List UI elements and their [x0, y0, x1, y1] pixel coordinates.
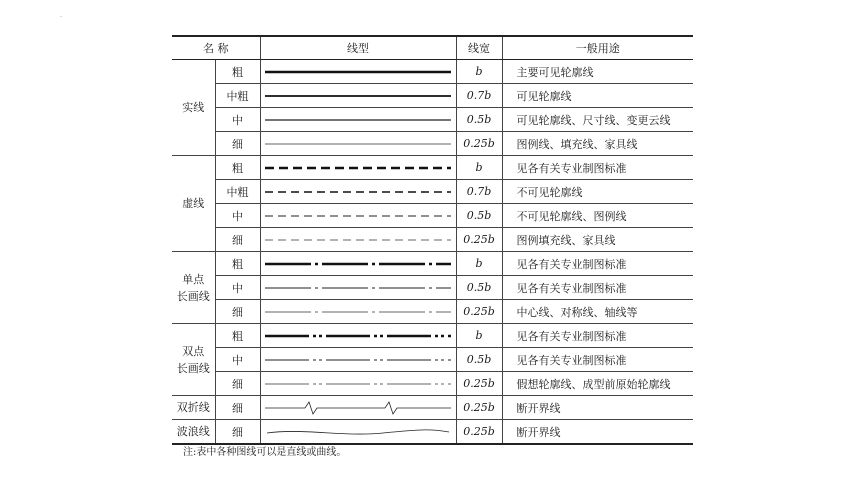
- dash-double-dot-thick-line: [260, 324, 456, 348]
- width-cell: 0.7b: [456, 180, 502, 204]
- table-row: [172, 108, 693, 132]
- wavy-line: [260, 420, 456, 445]
- use-cell: 见各有关专业制图标准: [502, 252, 693, 276]
- weight-cell: 粗: [215, 156, 260, 180]
- use-cell: 断开界线: [502, 396, 693, 420]
- category-cell: [172, 324, 215, 396]
- corner-mark: .: [60, 12, 62, 19]
- table-row: [172, 276, 693, 300]
- solid-thin-line: [260, 132, 456, 156]
- weight-cell: 细: [215, 132, 260, 156]
- use-cell: 见各有关专业制图标准: [502, 156, 693, 180]
- line-type-table: [172, 35, 693, 445]
- use-cell: 不可见轮廓线: [502, 180, 693, 204]
- dashed-thick-line: [260, 156, 456, 180]
- weight-cell: 中粗: [215, 84, 260, 108]
- weight-cell: 中: [215, 204, 260, 228]
- table-row: [172, 132, 693, 156]
- weight-cell: 粗: [215, 324, 260, 348]
- width-cell: 0.25b: [456, 300, 502, 324]
- use-cell: 图例线、填充线、家具线: [502, 132, 693, 156]
- solid-medium-line: [260, 108, 456, 132]
- header-name: 名 称: [172, 36, 260, 60]
- weight-cell: 中: [215, 276, 260, 300]
- width-cell: 0.25b: [456, 372, 502, 396]
- category-line: 双点: [182, 344, 205, 358]
- header-line-width: 线宽: [456, 36, 502, 60]
- weight-cell: 细: [215, 300, 260, 324]
- width-cell: b: [456, 252, 502, 276]
- dashed-thin-line: [260, 228, 456, 252]
- weight-cell: 细: [215, 228, 260, 252]
- weight-cell: 细: [215, 420, 260, 445]
- table-note: 注:表中各种图线可以是直线或曲线。: [183, 447, 347, 458]
- table-row: [172, 60, 693, 84]
- weight-cell: 中: [215, 348, 260, 372]
- use-cell: 见各有关专业制图标准: [502, 348, 693, 372]
- width-cell: 0.25b: [456, 396, 502, 420]
- table-row: [172, 252, 693, 276]
- dashed-medium-thick-line: [260, 180, 456, 204]
- category-cell: [172, 252, 215, 324]
- width-cell: 0.5b: [456, 204, 502, 228]
- use-cell: 图例填充线、家具线: [502, 228, 693, 252]
- dash-double-dot-thin-line: [260, 372, 456, 396]
- use-cell: 见各有关专业制图标准: [502, 276, 693, 300]
- solid-medium-thick-line: [260, 84, 456, 108]
- weight-cell: 中粗: [215, 180, 260, 204]
- table-row: [172, 396, 693, 420]
- table-row: [172, 180, 693, 204]
- use-cell: 主要可见轮廓线: [502, 60, 693, 84]
- category-line: 长画线: [176, 289, 210, 303]
- use-cell: 断开界线: [502, 420, 693, 445]
- use-cell: 可见轮廓线: [502, 84, 693, 108]
- weight-cell: 细: [215, 396, 260, 420]
- dash-dot-thick-line: [260, 252, 456, 276]
- width-cell: 0.5b: [456, 348, 502, 372]
- header-line-type: 线型: [260, 36, 456, 60]
- dash-dot-thin-line: [260, 300, 456, 324]
- table-row: [172, 84, 693, 108]
- header-general-use: 一般用途: [502, 36, 693, 60]
- table-row: [172, 324, 693, 348]
- table-row: [172, 228, 693, 252]
- use-cell: 假想轮廓线、成型前原始轮廓线: [502, 372, 693, 396]
- width-cell: 0.25b: [456, 420, 502, 445]
- width-cell: 0.5b: [456, 108, 502, 132]
- use-cell: 中心线、对称线、轴线等: [502, 300, 693, 324]
- solid-thick-line: [260, 60, 456, 84]
- category-line: 长画线: [176, 361, 210, 375]
- weight-cell: 粗: [215, 60, 260, 84]
- category-cell: 虚线: [172, 156, 215, 252]
- width-cell: b: [456, 60, 502, 84]
- use-cell: 不可见轮廓线、图例线: [502, 204, 693, 228]
- table-row: [172, 372, 693, 396]
- width-cell: 0.25b: [456, 132, 502, 156]
- category-cell: 双折线: [172, 396, 215, 420]
- width-cell: 0.5b: [456, 276, 502, 300]
- width-cell: b: [456, 156, 502, 180]
- dash-dot-medium-line: [260, 276, 456, 300]
- category-line: 单点: [182, 272, 205, 286]
- width-cell: 0.25b: [456, 228, 502, 252]
- table-row: [172, 156, 693, 180]
- category-cell: 波浪线: [172, 420, 215, 445]
- width-cell: 0.7b: [456, 84, 502, 108]
- use-cell: 见各有关专业制图标准: [502, 324, 693, 348]
- category-cell: 实线: [172, 60, 215, 156]
- table-row: [172, 300, 693, 324]
- table-header-row: [172, 36, 693, 60]
- weight-cell: 细: [215, 372, 260, 396]
- use-cell: 可见轮廓线、尺寸线、变更云线: [502, 108, 693, 132]
- dash-double-dot-medium-line: [260, 348, 456, 372]
- dashed-medium-line: [260, 204, 456, 228]
- weight-cell: 中: [215, 108, 260, 132]
- table-row: [172, 348, 693, 372]
- table-row: [172, 420, 693, 445]
- width-cell: b: [456, 324, 502, 348]
- break-line: [260, 396, 456, 420]
- weight-cell: 粗: [215, 252, 260, 276]
- table-row: [172, 204, 693, 228]
